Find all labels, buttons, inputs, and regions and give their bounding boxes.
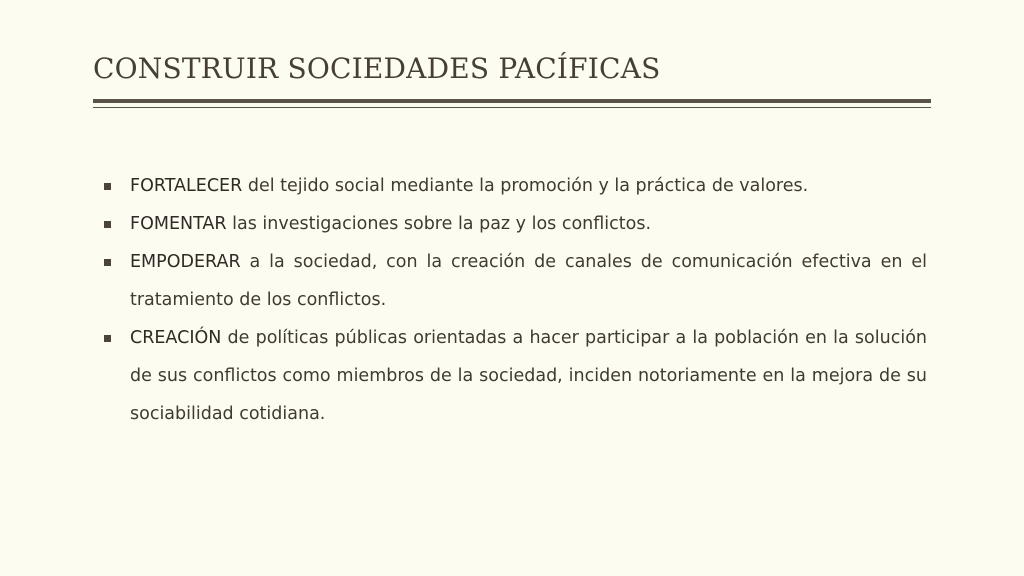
bullet-item-creacion: [104, 319, 927, 433]
bullet-keyword: EMPODERAR: [130, 252, 241, 272]
bullet-item-fomentar: [104, 205, 927, 243]
square-bullet-icon: [104, 259, 111, 266]
bullet-keyword: FOMENTAR: [130, 214, 227, 234]
bullet-text: a la sociedad, con la creación de canales de comunicación efectiva en el tratamiento de los conflictos.: [130, 252, 927, 310]
title-divider-thick: [93, 99, 931, 103]
slide-title: CONSTRUIR SOCIEDADES PACÍFICAS: [93, 52, 661, 85]
square-bullet-icon: [104, 335, 111, 342]
bullet-keyword: CREACIÓN: [130, 328, 222, 348]
bullet-list: [104, 167, 927, 433]
bullet-text: del tejido social mediante la promoción y la práctica de valores.: [242, 176, 809, 196]
bullet-keyword: FORTALECER: [130, 176, 243, 196]
bullet-text: de políticas públicas orientadas a hacer participar a la población en la solución de sus conflictos como miembros de la sociedad, inciden notoriamente en la mejora de su sociabilidad cotidiana.: [130, 328, 927, 424]
square-bullet-icon: [104, 183, 111, 190]
square-bullet-icon: [104, 221, 111, 228]
title-divider-thin: [93, 107, 931, 108]
bullet-item-empoderar: [104, 243, 927, 319]
bullet-item-fortalecer: [104, 167, 927, 205]
bullet-text: las investigaciones sobre la paz y los conflictos.: [226, 214, 652, 234]
